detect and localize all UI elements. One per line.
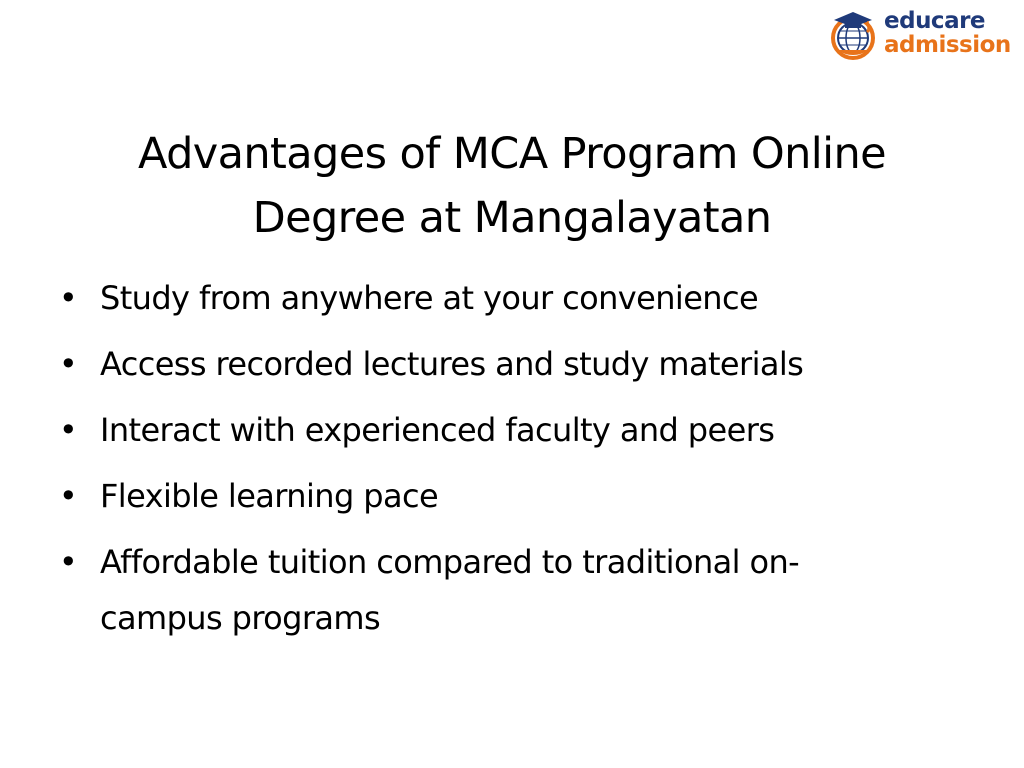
bullet-text: Access recorded lectures and study materials [100, 345, 804, 383]
bullet-text: Flexible learning pace [100, 477, 439, 515]
bullet-text-line-2: campus programs [100, 599, 381, 637]
logo-word-admission: admission [884, 32, 1011, 58]
bullet-item [56, 336, 986, 392]
bullet-list [56, 270, 986, 656]
bullet-item [56, 534, 986, 646]
bullet-item [56, 468, 986, 524]
bullet-dot: • [58, 279, 78, 317]
slide-title [60, 122, 964, 250]
bullet-item [56, 402, 986, 458]
logo-word-educare: educare [884, 8, 986, 34]
slide-title-line-1: Advantages of MCA Program Online [138, 129, 886, 179]
bullet-dot: • [58, 345, 78, 383]
slide-title-line-2: Degree at Mangalayatan [252, 193, 772, 243]
bullet-text: Interact with experienced faculty and peers [100, 411, 775, 449]
bullet-item [56, 270, 986, 326]
graduation-cap-globe-icon [828, 10, 878, 60]
logo-wordmark [884, 9, 1011, 57]
bullet-dot: • [58, 477, 78, 515]
bullet-text: Study from anywhere at your convenience [100, 279, 759, 317]
educare-admission-logo [828, 8, 1018, 62]
bullet-dot: • [58, 543, 78, 581]
bullet-text-line-1: Affordable tuition compared to traditional on- [100, 543, 800, 581]
bullet-dot: • [58, 411, 78, 449]
